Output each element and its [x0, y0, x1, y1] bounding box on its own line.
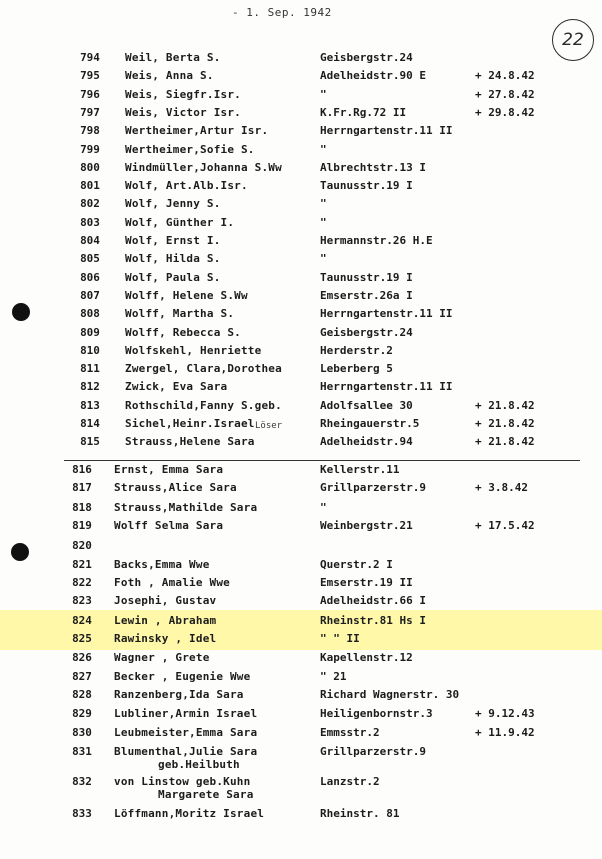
entry-address: Herderstr.2	[320, 343, 393, 357]
entry-number: 807	[80, 288, 100, 302]
entry-number: 824	[72, 614, 92, 627]
entry-name: Zwick, Eva Sara	[125, 380, 228, 394]
entry-address: Emmsstr.2	[320, 726, 380, 739]
entry-name: Wertheimer,Sofie S.	[125, 142, 255, 156]
entry-name: Strauss,Mathilde Sara	[114, 501, 258, 514]
entry-number: 829	[72, 707, 92, 720]
entry-date: + 29.8.42	[475, 105, 535, 119]
entry-date: + 17.5.42	[475, 519, 535, 532]
section-separator	[64, 460, 580, 461]
entry-name: Wolf, Jenny S.	[125, 197, 221, 211]
entry-name: Wertheimer,Artur Isr.	[125, 124, 269, 138]
entry-address: Adelheidstr.66 I	[320, 594, 426, 607]
entry-number: 802	[80, 197, 100, 211]
entry-number: 800	[80, 160, 100, 174]
entry-number: 828	[72, 688, 92, 701]
entry-name: Weis, Anna S.	[125, 69, 214, 83]
entry-address: Leberberg 5	[320, 362, 393, 376]
entry-name: Wolff, Helene S.Ww	[125, 288, 248, 302]
annotation-813: Löser	[255, 421, 283, 431]
entry-number: 830	[72, 726, 92, 739]
entry-number: 813	[80, 398, 100, 412]
entry-name-continued: geb.Heilbuth	[158, 758, 240, 771]
entry-number: 809	[80, 325, 100, 339]
entry-address: Rheingauerstr.5	[320, 417, 420, 430]
entry-number: 798	[80, 124, 100, 138]
entry-name: Josephi, Gustav	[114, 594, 217, 607]
entry-name-continued: Margarete Sara	[158, 788, 254, 801]
entry-address: Querstr.2 I	[320, 558, 393, 571]
entry-address: "	[320, 501, 327, 514]
entry-address: Lanzstr.2	[320, 775, 380, 788]
entry-address: Herrngartenstr.11 II	[320, 307, 453, 321]
entry-number: 822	[72, 576, 92, 589]
entry-address: "	[320, 87, 327, 101]
entry-name: Löffmann,Moritz Israel	[114, 807, 265, 820]
entry-name: Wolf, Ernst I.	[125, 234, 221, 247]
entry-number: 797	[80, 105, 100, 119]
entry-name: Wolf, Hilda S.	[125, 252, 221, 266]
entry-address: Adelheidstr.94	[320, 435, 413, 449]
entry-name: Wagner , Grete	[114, 651, 210, 664]
entry-number: 805	[80, 252, 100, 266]
entry-number: 804	[80, 234, 100, 247]
entry-number: 794	[80, 51, 100, 64]
entry-name: Rawinsky , Idel	[114, 632, 217, 645]
entry-number: 832	[72, 775, 92, 788]
entry-address: "	[320, 142, 327, 156]
entry-number: 818	[72, 501, 92, 514]
entry-number: 814	[80, 417, 100, 430]
entry-number: 808	[80, 307, 100, 321]
entry-number: 816	[72, 463, 92, 476]
entry-number: 820	[72, 539, 92, 552]
entry-address: Emserstr.19 II	[320, 576, 413, 589]
entry-name: Wolff Selma Sara	[114, 519, 224, 532]
punch-hole-icon	[12, 303, 30, 321]
entry-address: Rheinstr. 81	[320, 807, 400, 820]
entry-address: Geisbergstr.24	[320, 325, 413, 339]
entry-number: 815	[80, 435, 100, 449]
entry-name: Wolf, Paula S.	[125, 270, 221, 284]
entry-name: Wolf, Art.Alb.Isr.	[125, 179, 248, 193]
entry-number: 819	[72, 519, 92, 532]
entry-address: Taunusstr.19 I	[320, 179, 413, 193]
entry-number: 825	[72, 632, 92, 645]
date-stamp: - 1. Sep. 1942	[232, 6, 332, 19]
entry-number: 821	[72, 558, 92, 571]
entry-address: "	[320, 197, 327, 211]
entry-date: + 24.8.42	[475, 69, 535, 83]
entry-address: Taunusstr.19 I	[320, 270, 413, 284]
entry-name: Strauss,Helene Sara	[125, 435, 255, 449]
entry-name: Becker , Eugenie Wwe	[114, 670, 251, 683]
entry-date: + 9.12.43	[475, 707, 535, 720]
entry-address: Richard Wagnerstr. 30	[320, 688, 460, 701]
entry-name: Blumenthal,Julie Sara	[114, 745, 258, 758]
entry-name: Foth , Amalie Wwe	[114, 576, 230, 589]
page-number-circle: 22	[552, 19, 594, 61]
entry-number: 796	[80, 87, 100, 101]
entry-name: Strauss,Alice Sara	[114, 481, 237, 494]
entry-number: 803	[80, 215, 100, 229]
entry-name: Rothschild,Fanny S.geb.	[125, 398, 282, 412]
entry-name: Wolf, Günther I.	[125, 215, 235, 229]
entry-name: Ranzenberg,Ida Sara	[114, 688, 244, 701]
entry-name: Wolff, Rebecca S.	[125, 325, 241, 339]
entry-name: Leubmeister,Emma Sara	[114, 726, 258, 739]
entry-number: 801	[80, 179, 100, 193]
entry-address: Herrngartenstr.11 II	[320, 380, 453, 394]
entry-address: Rheinstr.81 Hs I	[320, 614, 426, 627]
entry-address: Albrechtstr.13 I	[320, 160, 426, 174]
entry-address: " " II	[320, 632, 360, 645]
entry-number: 826	[72, 651, 92, 664]
entry-date: + 21.8.42	[475, 398, 535, 412]
entry-address: Kapellenstr.12	[320, 651, 413, 664]
entry-address: Emserstr.26a I	[320, 288, 413, 302]
entry-date: + 21.8.42	[475, 417, 535, 430]
entry-number: 810	[80, 343, 100, 357]
entry-address: "	[320, 215, 327, 229]
entry-address: Heiligenbornstr.3	[320, 707, 433, 720]
entry-name: Backs,Emma Wwe	[114, 558, 210, 571]
entry-name: Weis, Siegfr.Isr.	[125, 87, 241, 101]
entry-address: Kellerstr.11	[320, 463, 400, 476]
entry-name: Weis, Victor Isr.	[125, 105, 241, 119]
entry-number: 799	[80, 142, 100, 156]
entry-name: Sichel,Heinr.Israel	[125, 417, 255, 430]
entry-name: Lewin , Abraham	[114, 614, 217, 627]
entry-date: + 11.9.42	[475, 726, 535, 739]
entry-address: Grillparzerstr.9	[320, 745, 426, 758]
entry-name: Wolff, Martha S.	[125, 307, 235, 321]
entry-number: 833	[72, 807, 92, 820]
entry-date: + 21.8.42	[475, 435, 535, 449]
entry-number: 811	[80, 362, 100, 376]
entry-number: 831	[72, 745, 92, 758]
entry-name: Weil, Berta S.	[125, 51, 221, 64]
entry-number: 827	[72, 670, 92, 683]
entry-address: Grillparzerstr.9	[320, 481, 426, 494]
entry-name: Zwergel, Clara,Dorothea	[125, 362, 282, 376]
entry-name: von Linstow geb.Kuhn	[114, 775, 251, 788]
entry-name: Wolfskehl, Henriette	[125, 343, 262, 357]
entry-number: 795	[80, 69, 100, 83]
entry-number: 823	[72, 594, 92, 607]
entry-name: Windmüller,Johanna S.Ww	[125, 160, 282, 174]
entry-name: Lubliner,Armin Israel	[114, 707, 258, 720]
entry-name: Ernst, Emma Sara	[114, 463, 224, 476]
entry-date: + 3.8.42	[475, 481, 528, 494]
entry-number: 806	[80, 270, 100, 284]
entry-number: 812	[80, 380, 100, 394]
punch-hole-icon	[11, 543, 29, 561]
entry-address: Hermannstr.26 H.E	[320, 234, 433, 247]
entry-address: K.Fr.Rg.72 II	[320, 105, 407, 119]
entry-address: Geisbergstr.24	[320, 51, 413, 64]
entry-address: "	[320, 252, 327, 266]
entry-address: Weinbergstr.21	[320, 519, 413, 532]
entry-date: + 27.8.42	[475, 87, 535, 101]
entry-address: Herrngartenstr.11 II	[320, 124, 453, 138]
entry-address: " 21	[320, 670, 347, 683]
entry-address: Adolfsallee 30	[320, 398, 413, 412]
entry-address: Adelheidstr.90 E	[320, 69, 426, 83]
entry-number: 817	[72, 481, 92, 494]
